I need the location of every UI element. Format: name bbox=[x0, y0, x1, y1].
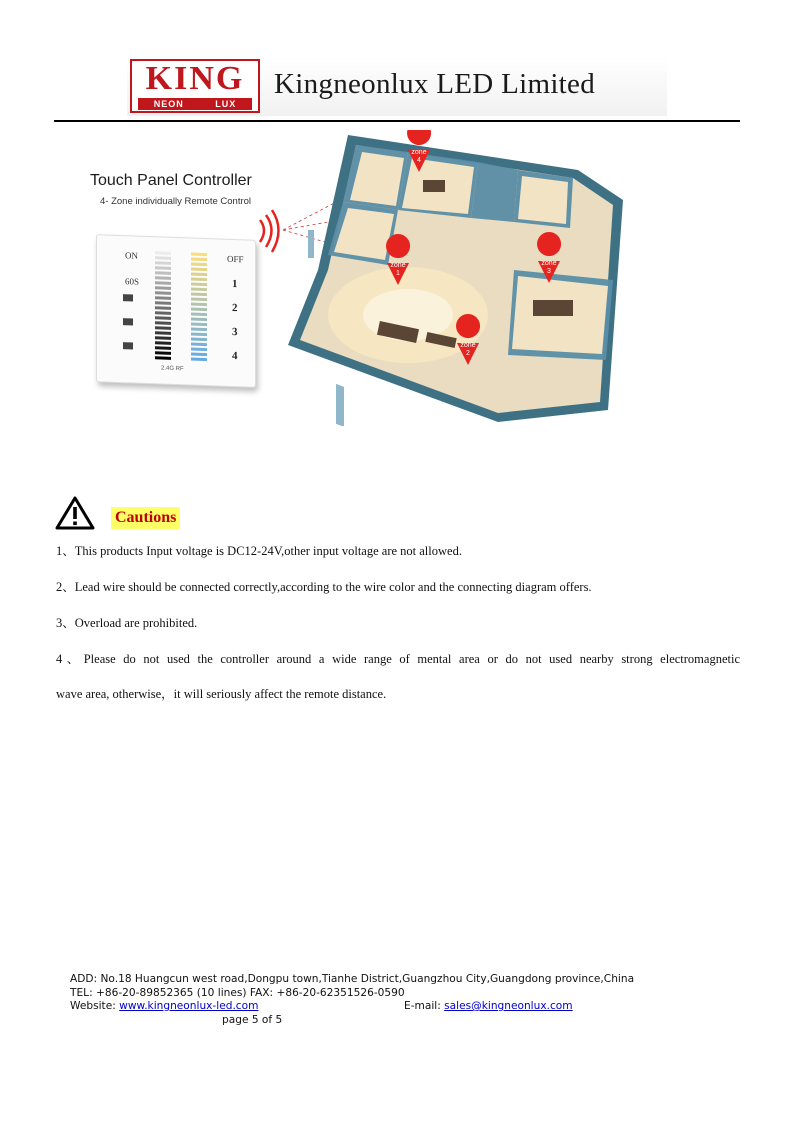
touch-panel-device bbox=[96, 234, 256, 388]
company-logo bbox=[130, 59, 260, 113]
product-illustration bbox=[78, 130, 638, 426]
color-temp-bar-segment bbox=[191, 343, 207, 347]
website-link[interactable]: www.kingneonlux-led.com bbox=[119, 1000, 259, 1012]
caution-item-4-continued: wave area, otherwise，it will seriously affect the remote distance. bbox=[56, 687, 387, 701]
footer-email-row bbox=[404, 1000, 573, 1012]
header-rule bbox=[54, 120, 740, 122]
brightness-bar-segment bbox=[155, 296, 171, 300]
zone-pin-label: zone bbox=[390, 262, 406, 269]
color-temp-bar-segment bbox=[191, 313, 207, 317]
brightness-bar-segment bbox=[155, 271, 171, 275]
color-temp-bar-segment bbox=[191, 353, 207, 357]
brightness-bar-segment bbox=[155, 286, 171, 290]
panel-zone-2: 2 bbox=[232, 301, 238, 315]
brightness-bar-segment bbox=[155, 256, 171, 260]
brightness-bar-segment bbox=[155, 276, 171, 280]
color-temp-bar-segment bbox=[191, 278, 207, 282]
zone-pin-label: zone bbox=[541, 260, 557, 267]
brightness-bar-segment bbox=[155, 281, 171, 285]
color-temp-bar-segment bbox=[191, 258, 207, 262]
brightness-bar-segment bbox=[155, 331, 171, 335]
footer-address: ADD: No.18 Huangcun west road,Dongpu town,Tianhe District,Guangzhou City,Guangdong province,China bbox=[70, 973, 635, 985]
zone-pin-4 bbox=[407, 146, 431, 176]
page-number: page 5 of 5 bbox=[222, 1014, 283, 1026]
brightness-bar-segment bbox=[155, 301, 171, 305]
color-temp-bar-segment bbox=[191, 263, 207, 267]
color-temp-bar-segment bbox=[191, 268, 207, 272]
color-temp-bar-segment bbox=[191, 348, 207, 352]
brightness-bar-segment bbox=[155, 316, 171, 320]
illustration-subtitle: 4- Zone individually Remote Control bbox=[100, 196, 252, 207]
color-temp-bar-segment bbox=[191, 288, 207, 292]
brightness-bar-segment bbox=[155, 351, 171, 355]
zone-pin-1 bbox=[386, 259, 410, 289]
color-temp-bar-segment bbox=[191, 293, 207, 297]
panel-on-label: ON bbox=[125, 250, 138, 261]
brightness-bar-segment bbox=[155, 341, 171, 345]
color-temp-bar-segment bbox=[191, 333, 207, 337]
footer-tel: TEL: +86-20-89852365 (10 lines) FAX: +86-20-62351526-0590 bbox=[70, 987, 405, 999]
color-temp-bar-segment bbox=[191, 273, 207, 277]
warning-icon bbox=[55, 495, 95, 531]
color-temp-bar-segment bbox=[191, 338, 207, 342]
brightness-bar-segment bbox=[155, 266, 171, 270]
color-temp-bar-segment bbox=[191, 323, 207, 327]
page-header bbox=[127, 56, 667, 116]
email-link[interactable]: sales@kingneonlux.com bbox=[444, 1000, 573, 1012]
brightness-bar-segment bbox=[155, 306, 171, 310]
panel-60s-label: 60S bbox=[125, 276, 140, 287]
footer-website-row bbox=[70, 1000, 258, 1012]
brightness-bar-segment bbox=[155, 261, 171, 265]
logo-main-text: KING bbox=[145, 60, 245, 97]
cautions-heading: Cautions bbox=[111, 507, 180, 529]
color-temp-bar-segment bbox=[191, 308, 207, 312]
logo-sub-right: LUX bbox=[215, 99, 237, 109]
brightness-bar-segment bbox=[155, 326, 171, 330]
caution-item-2: 2、Lead wire should be connected correctly,according to the wire color and the connecting diagram offers. bbox=[56, 580, 592, 594]
brightness-bar-segment bbox=[155, 251, 171, 255]
panel-frequency-label: 2.4G RF bbox=[161, 365, 184, 373]
caution-item-4: 4、Please do not used the controller around a wide range of mental area or do not used nearby strong electromagnetic bbox=[56, 652, 740, 666]
zone-pin-number: 2 bbox=[466, 350, 470, 357]
zone-pin-label: zone bbox=[411, 149, 427, 156]
logo-sub-band bbox=[138, 98, 252, 110]
zone-pin-number: 4 bbox=[417, 157, 421, 164]
logo-sub-left: NEON bbox=[153, 99, 184, 109]
color-temp-bar-segment bbox=[191, 283, 207, 287]
panel-zone-3: 3 bbox=[232, 325, 238, 339]
email-label: E-mail: bbox=[404, 1000, 445, 1012]
color-temp-bar-segment bbox=[191, 358, 207, 362]
brightness-bar-segment bbox=[155, 356, 171, 360]
color-temp-bar-segment bbox=[191, 298, 207, 302]
color-temp-bar-segment bbox=[191, 318, 207, 322]
zone-pin-number: 3 bbox=[547, 268, 551, 275]
panel-zone-1: 1 bbox=[232, 277, 238, 291]
brightness-bar-segment bbox=[155, 311, 171, 315]
color-temp-bar-segment bbox=[191, 253, 207, 257]
zone-pin-3 bbox=[537, 257, 561, 287]
color-temp-bar-segment bbox=[191, 303, 207, 307]
zone-pin-number: 1 bbox=[396, 270, 400, 277]
brightness-bar-segment bbox=[155, 336, 171, 340]
company-name: Kingneonlux LED Limited bbox=[274, 68, 596, 100]
caution-item-3: 3、Overload are prohibited. bbox=[56, 616, 198, 630]
panel-zone-4: 4 bbox=[232, 349, 238, 363]
brightness-bar-segment bbox=[155, 291, 171, 295]
illustration-title: Touch Panel Controller bbox=[90, 172, 252, 189]
website-label: Website: bbox=[70, 1000, 120, 1012]
brightness-bar-segment bbox=[155, 321, 171, 325]
caution-item-1: 1、This products Input voltage is DC12-24V,other input voltage are not allowed. bbox=[56, 544, 462, 558]
color-temp-bar-segment bbox=[191, 328, 207, 332]
panel-off-label: OFF bbox=[227, 253, 244, 265]
zone-pin-2 bbox=[456, 339, 480, 369]
brightness-bar-segment bbox=[155, 346, 171, 350]
zone-pin-label: zone bbox=[460, 342, 476, 349]
